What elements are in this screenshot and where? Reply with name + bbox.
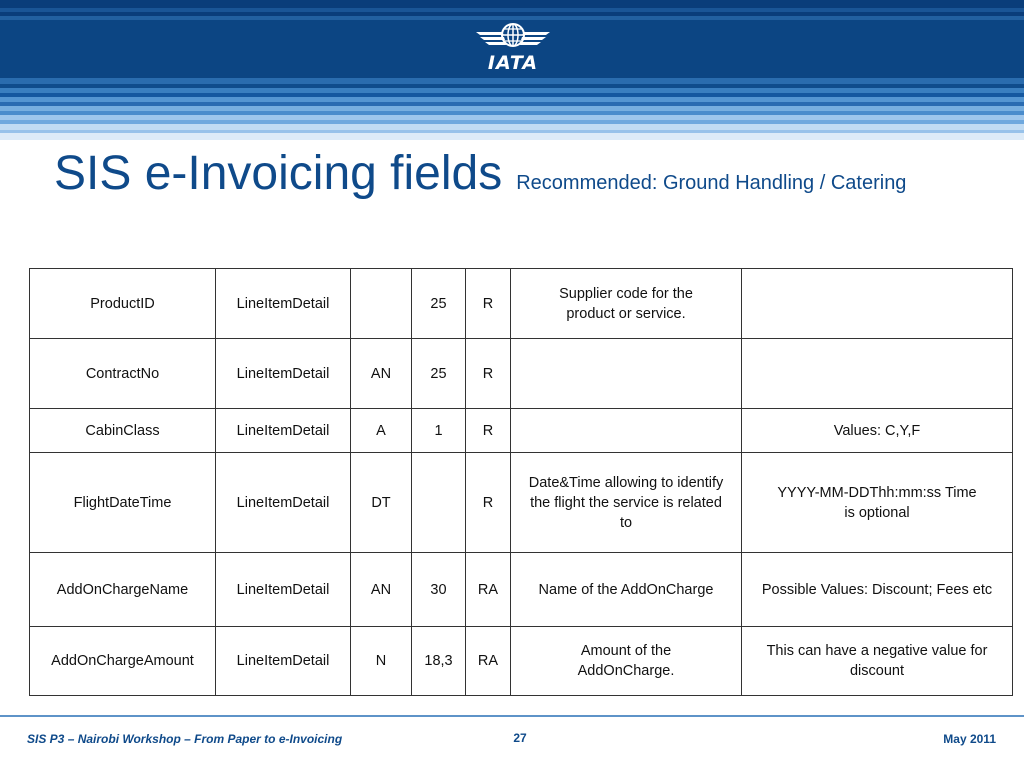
data-type-cell: N bbox=[351, 627, 412, 696]
table-row bbox=[30, 453, 1013, 553]
requirement-cell: R bbox=[466, 453, 511, 553]
data-type-cell bbox=[351, 269, 412, 339]
data-type-cell: A bbox=[351, 409, 412, 453]
footer-date: May 2011 bbox=[943, 732, 996, 746]
requirement-cell: RA bbox=[466, 627, 511, 696]
description-text: Supplier code for the product or service. bbox=[559, 285, 693, 322]
footer-divider bbox=[0, 715, 1024, 717]
globe-wings-icon bbox=[474, 18, 552, 54]
page-number: 27 bbox=[513, 731, 527, 745]
description-cell bbox=[511, 627, 742, 696]
table-row bbox=[30, 409, 1013, 453]
requirement-cell: R bbox=[466, 409, 511, 453]
table-row bbox=[30, 627, 1013, 696]
table-row bbox=[30, 553, 1013, 627]
description-text: Date&Time allowing to identify the flight the service is related to bbox=[528, 474, 724, 531]
field-name-cell: AddOnChargeAmount bbox=[30, 627, 216, 696]
length-cell: 1 bbox=[412, 409, 466, 453]
length-cell: 25 bbox=[412, 269, 466, 339]
length-cell: 18,3 bbox=[412, 627, 466, 696]
requirement-cell: R bbox=[466, 339, 511, 409]
requirement-cell: R bbox=[466, 269, 511, 339]
notes-cell bbox=[742, 453, 1013, 553]
notes-text: Possible Values: Discount; Fees etc bbox=[761, 581, 993, 598]
requirement-cell: RA bbox=[466, 553, 511, 627]
description-cell bbox=[511, 269, 742, 339]
field-name-cell: FlightDateTime bbox=[30, 453, 216, 553]
notes-text: YYYY-MM-DDThh:mm:ss Time is optional bbox=[777, 484, 977, 521]
field-name-cell: ContractNo bbox=[30, 339, 216, 409]
data-type-cell: DT bbox=[351, 453, 412, 553]
fields-table bbox=[29, 268, 1013, 696]
notes-cell bbox=[742, 553, 1013, 627]
footer-workshop-label: SIS P3 – Nairobi Workshop – From Paper to e-Invoicing bbox=[27, 732, 343, 746]
field-type-cell: LineItemDetail bbox=[216, 409, 351, 453]
length-cell: 30 bbox=[412, 553, 466, 627]
page-title: SIS e-Invoicing fields bbox=[54, 147, 503, 200]
description-cell bbox=[511, 339, 742, 409]
field-name-cell: AddOnChargeName bbox=[30, 553, 216, 627]
logo-text: IATA bbox=[487, 52, 539, 74]
notes-cell: Values: C,Y,F bbox=[742, 409, 1013, 453]
length-cell: 25 bbox=[412, 339, 466, 409]
field-type-cell: LineItemDetail bbox=[216, 553, 351, 627]
iata-logo bbox=[474, 18, 552, 74]
page-subtitle: Recommended: Ground Handling / Catering bbox=[516, 172, 907, 194]
data-type-cell: AN bbox=[351, 553, 412, 627]
description-cell bbox=[511, 453, 742, 553]
field-type-cell: LineItemDetail bbox=[216, 339, 351, 409]
field-name-cell: ProductID bbox=[30, 269, 216, 339]
field-type-cell: LineItemDetail bbox=[216, 627, 351, 696]
description-cell: Name of the AddOnCharge bbox=[511, 553, 742, 627]
notes-cell bbox=[742, 269, 1013, 339]
table-row bbox=[30, 269, 1013, 339]
data-type-cell: AN bbox=[351, 339, 412, 409]
field-type-cell: LineItemDetail bbox=[216, 269, 351, 339]
table-row bbox=[30, 339, 1013, 409]
description-cell bbox=[511, 409, 742, 453]
field-type-cell: LineItemDetail bbox=[216, 453, 351, 553]
length-cell bbox=[412, 453, 466, 553]
notes-cell bbox=[742, 339, 1013, 409]
title-row bbox=[54, 146, 906, 201]
field-name-cell: CabinClass bbox=[30, 409, 216, 453]
description-text: Amount of the AddOnCharge. bbox=[577, 643, 675, 679]
notes-cell bbox=[742, 627, 1013, 696]
notes-text: This can have a negative value for discount bbox=[766, 643, 988, 679]
